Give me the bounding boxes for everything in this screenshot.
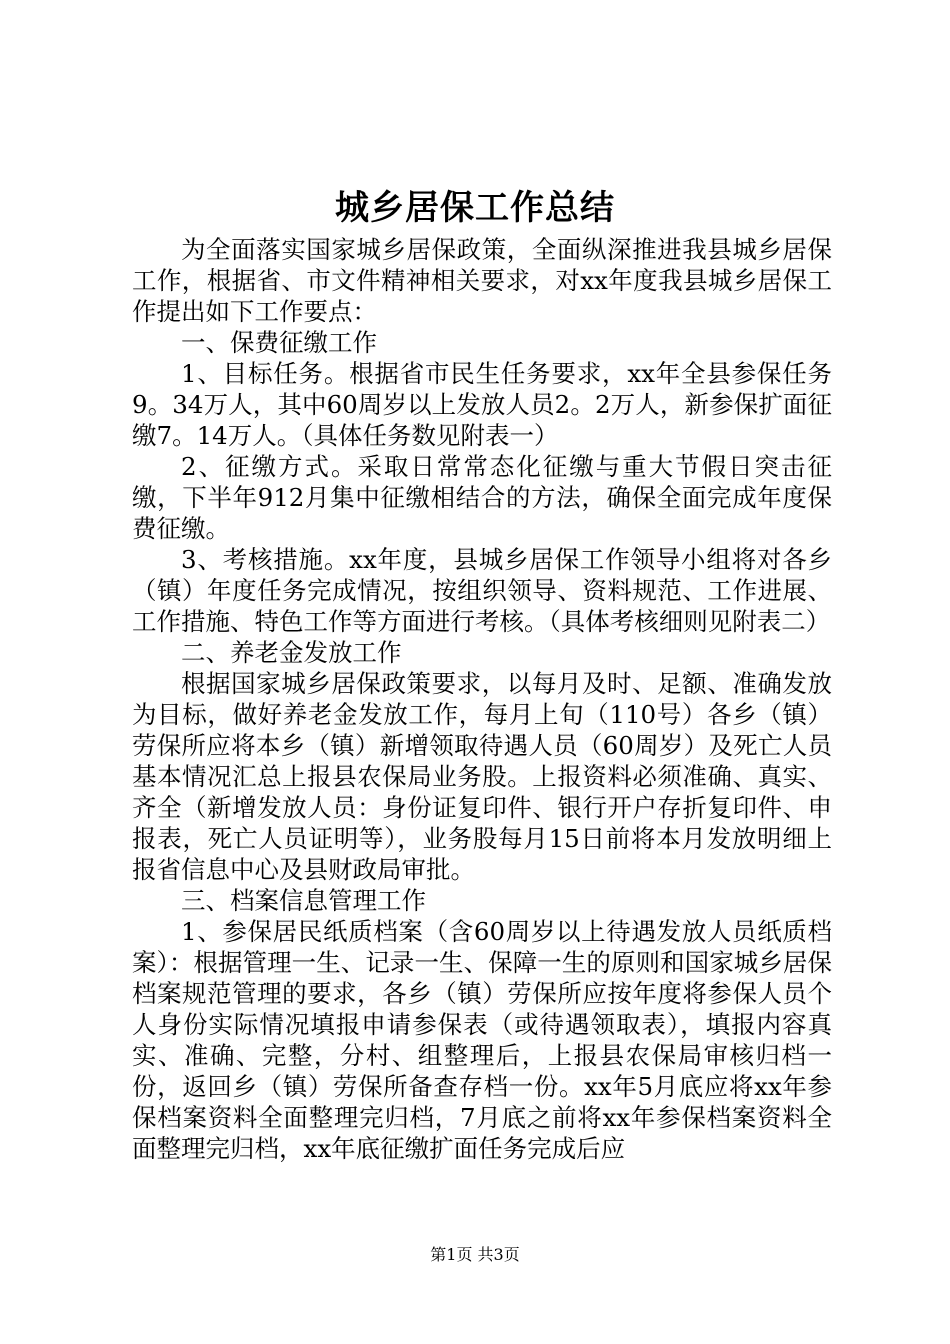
section-heading-2: 二、养老金发放工作 [181, 638, 402, 667]
paragraph-assessment: 3、考核措施。xx年度，县城乡居保工作领导小组将对各乡（镇）年度任务完成情况，按组织领导、资料规范、工作进展、工作措施、特色工作等方面进行考核。（具体考核细则见附表二） [132, 545, 832, 636]
document-body [132, 234, 832, 1164]
paragraph-pension-payment: 根据国家城乡居保政策要求，以每月及时、足额、准确发放为目标，做好养老金发放工作，每月上旬（110号）各乡（镇）劳保所应将本乡（镇）新增领取待遇人员（60周岁）及死亡人员基本情况汇总上报县农保局业务股。上报资料必须准确、真实、齐全（新增发放人员：身份证复印件、银行开户存折复印件、申报表，死亡人员证明等），业务股每月15日前将本月发放明细上报省信息中心及县财政局审批。 [132, 669, 832, 884]
paragraph-collection-method: 2、征缴方式。采取日常常态化征缴与重大节假日突击征缴，下半年912月集中征缴相结合的方法，确保全面完成年度保费征缴。 [132, 452, 832, 543]
page-footer: 第1页 共3页 [430, 1245, 520, 1264]
section-heading-1: 一、保费征缴工作 [181, 328, 377, 357]
section-heading-3: 三、档案信息管理工作 [181, 886, 426, 915]
paragraph-intro: 为全面落实国家城乡居保政策，全面纵深推进我县城乡居保工作，根据省、市文件精神相关要求，对xx年度我县城乡居保工作提出如下工作要点： [132, 235, 832, 326]
document-title: 城乡居保工作总结 [335, 188, 615, 228]
paragraph-target-task: 1、目标任务。根据省市民生任务要求，xx年全县参保任务9。34万人，其中60周岁以上发放人员2。2万人，新参保扩面征缴7。14万人。（具体任务数见附表一） [132, 359, 832, 450]
paragraph-archives: 1、参保居民纸质档案（含60周岁以上待遇发放人员纸质档案）：根据管理一生、记录一生、保障一生的原则和国家城乡居保档案规范管理的要求，各乡（镇）劳保所应按年度将参保人员个人身份实际情况填报申请参保表（或待遇领取表），填报内容真实、准确、完整，分村、组整理后，上报县农保局审核归档一份，返回乡（镇）劳保所备查存档一份。xx年5月底应将xx年参保档案资料全面整理完归档，7月底之前将xx年参保档案资料全面整理完归档，xx年底征缴扩面任务完成后应 [132, 917, 832, 1163]
